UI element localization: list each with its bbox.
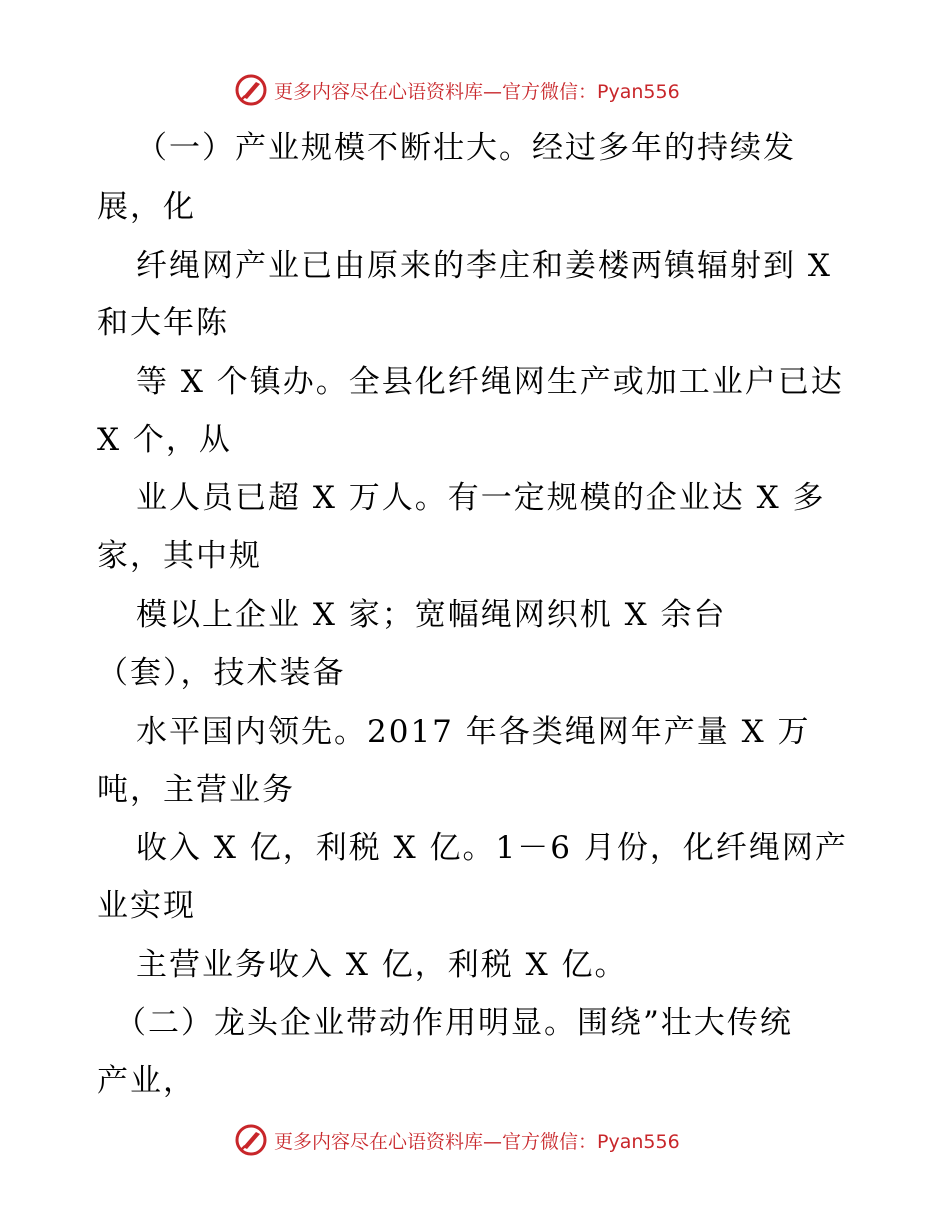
body-line-5: 等 X 个镇办。全县化纤绳网生产或加工业户已达 [136,364,844,400]
body-line-1: （一）产业规模不断壮大。经过多年的持续发 [136,130,796,166]
quill-logo-icon [234,1123,268,1157]
body-line-7: 业人员已超 X 万人。有一定规模的企业达 X 多 [136,480,826,516]
wechat-handle: Pyan556 [597,1130,680,1153]
body-line-2: 展，化 [97,189,196,225]
body-line-12: 吨，主营业务 [97,772,295,808]
body-line-10: （套），技术装备 [97,655,346,691]
body-line-3: 纤绳网产业已由原来的李庄和姜楼两镇辐射到 X [136,248,832,284]
body-line-9: 模以上企业 X 家；宽幅绳网织机 X 余台 [136,597,727,633]
header-watermark-banner [234,72,680,108]
body-line-16: （二）龙头企业带动作用明显。围绕”壮大传统 [115,1005,793,1041]
banner-text: 更多内容尽在心语资料库—官方微信：Pyan556 [274,1130,680,1153]
wechat-handle: Pyan556 [597,80,680,103]
body-line-6: X 个，从 [97,422,232,458]
body-line-15: 主营业务收入 X 亿，利税 X 亿。 [136,947,628,983]
body-line-8: 家，其中规 [97,538,262,574]
banner-text: 更多内容尽在心语资料库—官方微信：Pyan556 [274,80,680,103]
quill-logo-icon [234,73,268,107]
footer-watermark-banner [234,1122,680,1158]
body-line-11: 水平国内领先。2017 年各类绳网年产量 X 万 [136,714,811,750]
body-line-4: 和大年陈 [97,305,229,341]
body-line-17: 产业， [97,1063,196,1099]
body-line-13: 收入 X 亿，利税 X 亿。1－6 月份，化纤绳网产 [136,830,848,866]
body-line-14: 业实现 [97,888,196,924]
